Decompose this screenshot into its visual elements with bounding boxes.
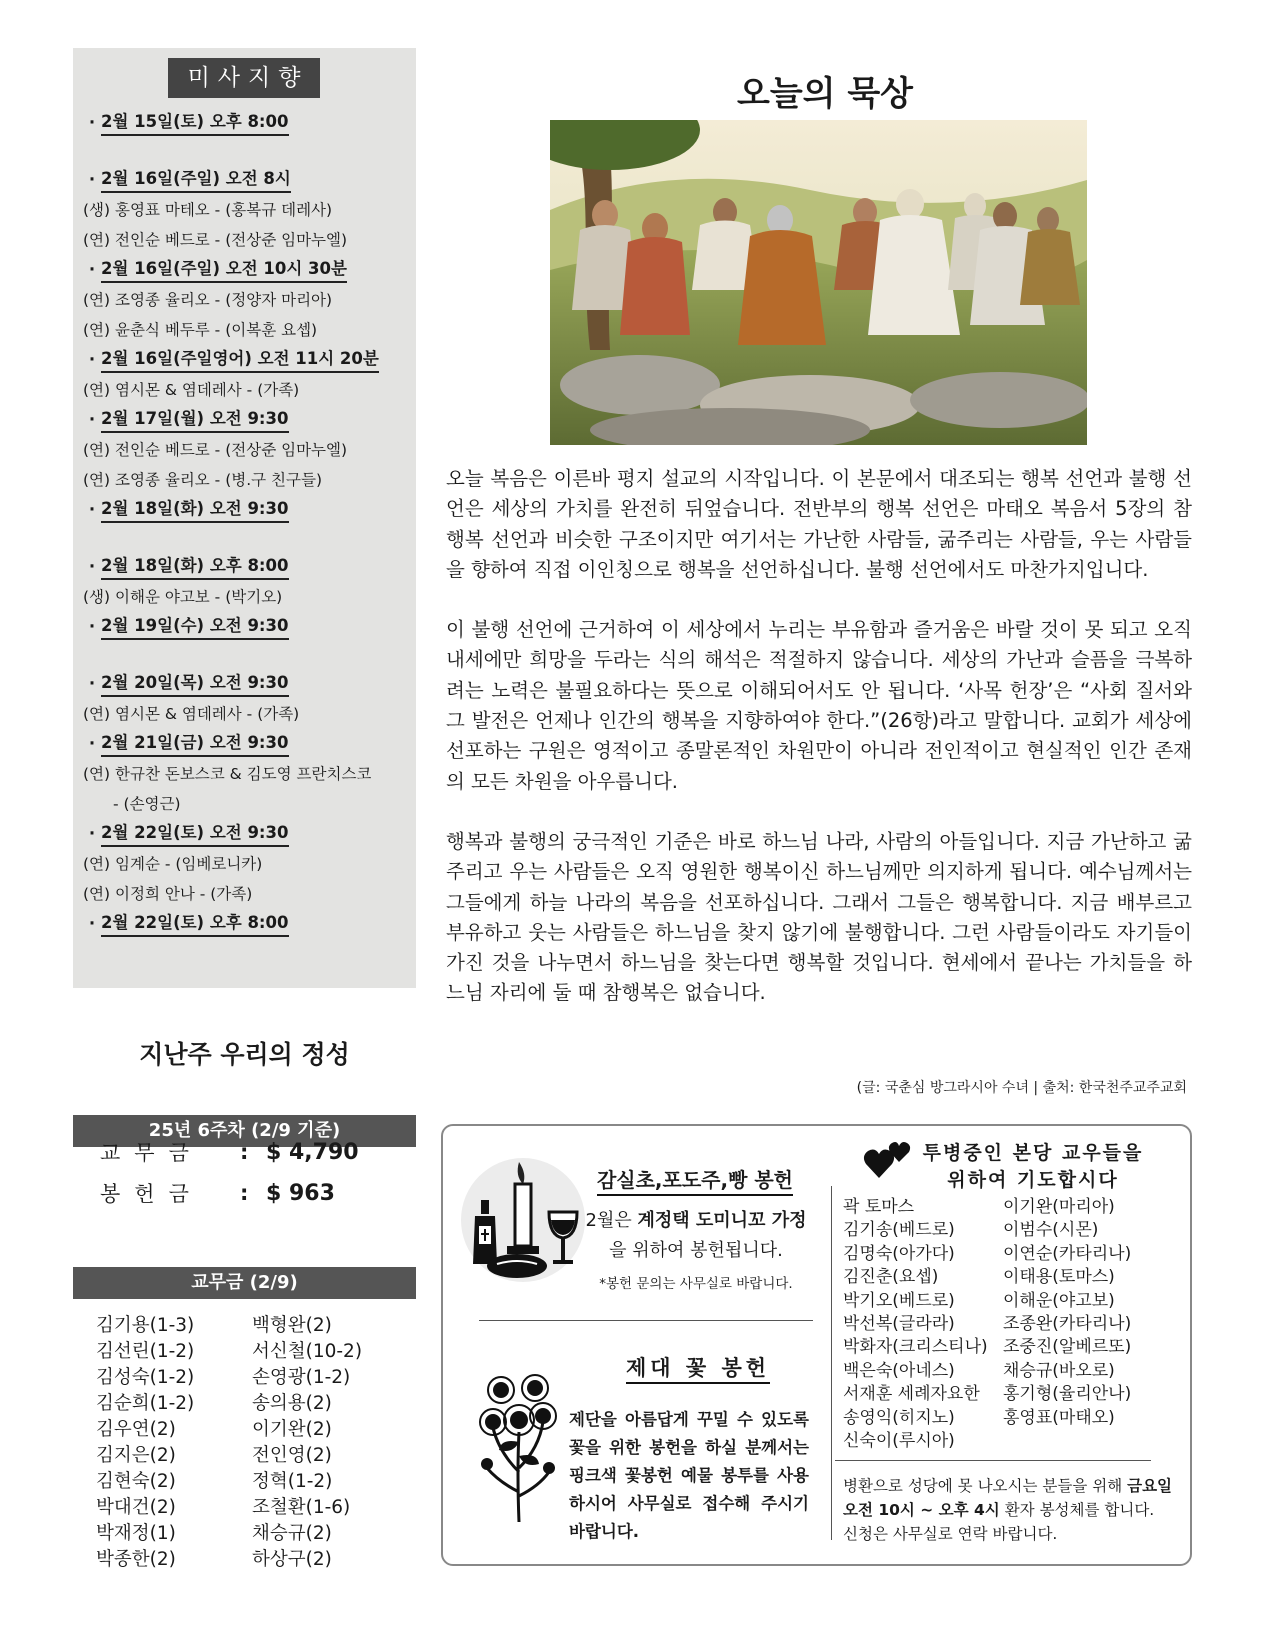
patient-name: 이기완(마리아) <box>1003 1197 1115 1217</box>
sermon-on-the-plain-illustration <box>550 120 1087 445</box>
sacrament-offering-text: 2월은 계정택 도미니꼬 가정을 위하여 봉헌됩니다. <box>585 1210 807 1261</box>
mass-date: · 2월 22일(토) 오후 8:00 <box>83 909 413 939</box>
bullet-icon: · <box>88 260 96 279</box>
mass-date: · 2월 17일(월) 오전 9:30 <box>83 405 413 435</box>
patient-name: 채승규(바오로) <box>1003 1360 1115 1381</box>
mass-intention: (생) 이해운 야고보 - (박기오) <box>83 588 283 606</box>
bullet-icon: · <box>88 617 96 636</box>
patient-name: 홍영표(마태오) <box>1003 1407 1115 1428</box>
donor-name: 백형완(2) <box>252 1315 332 1336</box>
donor-name: 김선린(1-2) <box>96 1341 195 1362</box>
meditation-title: 오늘의 묵상 <box>736 74 914 114</box>
donor-name: 하상구(2) <box>252 1549 332 1570</box>
bongheon-label: 봉헌금 <box>100 1182 203 1206</box>
donor-name: 김우연(2) <box>96 1419 176 1440</box>
mass-date: · 2월 19일(수) 오전 9:30 <box>83 612 413 642</box>
patient-name: 김명숙(아가다) <box>843 1243 955 1264</box>
patient-name: 송영익(히지노) <box>843 1407 955 1428</box>
kyomu-amount-row <box>100 1134 359 1170</box>
donor-name: 조철환(1-6) <box>252 1497 351 1518</box>
donor-name: 채승규(2) <box>252 1523 332 1544</box>
mass-intention: (연) 염시몬 & 염데레사 - (가족) <box>83 381 300 399</box>
announcements-box <box>441 1124 1192 1566</box>
mass-date: · 2월 18일(화) 오후 8:00 <box>83 552 413 582</box>
mass-intention: (연) 조영종 율리오 - (정양자 마리아) <box>83 291 333 309</box>
patient-name: 박선복(글라라) <box>843 1313 955 1334</box>
altar-flower-text: 제단을 아름답게 꾸밀 수 있도록 꽃을 위한 봉헌을 하실 분께서는 핑크색 꽃봉헌 예물 봉투를 사용하시어 사무실로 접수해 주시기 바랍니다. <box>569 1410 809 1541</box>
mass-intention: (연) 염시몬 & 염데레사 - (가족) <box>83 705 300 723</box>
donor-list <box>96 1311 416 1571</box>
donor-name: 김지은(2) <box>96 1445 176 1466</box>
sacrament-family-name: 계정택 도미니꼬 가정 <box>637 1210 807 1231</box>
bullet-icon: · <box>88 914 96 933</box>
prayer-request-title: 투병중인 본당 교우들을 위하여 기도합시다 <box>922 1142 1144 1191</box>
altar-flower-title: 제대 꽃 봉헌 <box>613 1352 783 1382</box>
bullet-icon: · <box>88 557 96 576</box>
bongheon-value: $ 963 <box>266 1180 335 1206</box>
mass-intention: (연) 윤춘식 베두루 - (이복훈 요셉) <box>83 321 318 339</box>
bullet-icon: · <box>88 500 96 519</box>
colon: : <box>240 1140 249 1164</box>
mass-date: · 2월 22일(토) 오전 9:30 <box>83 819 413 849</box>
mass-intentions-panel <box>73 48 416 988</box>
mass-date: · 2월 20일(목) 오전 9:30 <box>83 669 413 699</box>
meditation-paragraph: 오늘 복음은 이른바 평지 설교의 시작입니다. 이 본문에서 대조되는 행복 선언과 불행 선언은 세상의 가치를 완전히 뒤엎습니다. 전반부의 행복 선언은 마태오 복음서 5장의 참행복 선언과 비슷한 구조이지만 여기서는 가난한 사람들, 굶주리는 사람들, 우는 사람들을 향하여 직접 이인칭으로 행복을 선언하십니다. 불행 선언에서도 마찬가지입니다. <box>446 467 1192 581</box>
mass-date: · 2월 18일(화) 오전 9:30 <box>83 495 413 525</box>
mass-intention: (연) 한규찬 돈보스코 & 김도영 프란치스코 <box>83 765 372 783</box>
bongheon-amount-row <box>100 1175 335 1211</box>
flower-icon <box>479 1372 557 1524</box>
donor-name: 송의용(2) <box>252 1393 332 1414</box>
mass-intention: (연) 전인순 베드로 - (전상준 임마누엘) <box>83 231 348 249</box>
sacrament-offering-title: 감실초,포도주,빵 봉헌 <box>595 1164 795 1193</box>
mass-date: · 2월 16일(주일) 오전 10시 30분 <box>83 255 413 285</box>
donor-name: 정혁(1-2) <box>252 1471 333 1492</box>
patient-name: 김진춘(요셉) <box>843 1267 939 1288</box>
mass-intentions-list <box>83 108 413 939</box>
patient-name: 김기송(베드로) <box>843 1220 955 1241</box>
donor-name: 전인영(2) <box>252 1445 332 1466</box>
bullet-icon: · <box>88 824 96 843</box>
divider <box>479 1320 813 1321</box>
meditation-paragraph: 행복과 불행의 궁극적인 기준은 바로 하느님 나라, 사람의 아들입니다. 지금 가난하고 굶주리고 우는 사람들은 오직 영원한 행복이신 하느님께만 의지하게 됩니다. 예수님께서는 그들에게 하늘 나라의 복음을 선포하십니다. 그래서 그들은 행복합니다. 지금 배부르고 부유하고 웃는 사람들은 하느님을 찾지 않기에 불행합니다. 그런 사람들이라도 자기들이 가진 것을 나누면서 하느님을 찾는다면 행복할 것입니다. 현세에서 끝나는 가치들을 하느님 자리에 둘 때 참행복은 없습니다. <box>446 829 1192 1005</box>
patient-name: 곽 토마스 <box>843 1197 915 1217</box>
mass-intention: (생) 홍영표 마테오 - (홍복규 데레사) <box>83 201 333 219</box>
mass-date: · 2월 15일(토) 오후 8:00 <box>83 108 413 138</box>
sick-communion-time: 금요일 오전 10시 ~ 오후 4시 <box>843 1477 1173 1519</box>
colon: : <box>240 1181 249 1205</box>
donor-name: 김순희(1-2) <box>96 1393 195 1414</box>
sacrament-offering-note: *봉헌 문의는 사무실로 바랍니다. <box>599 1276 793 1292</box>
patient-name: 신숙이(루시아) <box>843 1430 955 1451</box>
meditation-body <box>446 464 1192 1039</box>
donor-name: 김기용(1-3) <box>96 1315 195 1336</box>
donor-name: 박대건(2) <box>96 1497 176 1518</box>
meditation-paragraph: 이 불행 선언에 근거하여 이 세상에서 누리는 부유함과 즐거움은 바랄 것이 못 되고 오직 내세에만 희망을 두라는 식의 해석은 적절하지 않습니다. 세상의 가난과 슬픔을 극복하려는 노력은 불필요하다는 뜻으로 이해되어서도 안 됩니다. ‘사목 헌장’은 “사회 질서와 그 발전은 언제나 인간의 행복을 지향하여야 한다.”(26항)라고 말합니다. 교회가 세상에 선포하는 구원은 영적이고 종말론적인 차원만이 아니라 전인적이고 현실적인 인간 존재의 모든 차원을 아우릅니다. <box>446 618 1192 793</box>
donor-name: 손영광(1-2) <box>252 1367 351 1388</box>
mass-intention: (연) 전인순 베드로 - (전상준 임마누엘) <box>83 441 348 459</box>
kyomu-value: $ 4,790 <box>266 1139 359 1165</box>
divider <box>831 1186 832 1540</box>
patient-name: 이연순(카타리나) <box>1003 1243 1132 1264</box>
donor-name: 이기완(2) <box>252 1419 332 1440</box>
patient-name <box>1003 1426 1183 1449</box>
meditation-source: (글: 국춘심 방그라시아 수녀 | 출처: 한국천주교주교회 <box>856 1080 1187 1096</box>
sick-communion-notice: 병환으로 성당에 못 나오시는 분들을 위해 금요일 오전 10시 ~ 오후 4시 환자 봉성체를 합니다. 신청은 사무실로 연락 바랍니다. <box>843 1477 1173 1543</box>
bullet-icon: · <box>88 410 96 429</box>
mass-date: · 2월 16일(주일) 오전 8시 <box>83 165 413 195</box>
bullet-icon: · <box>88 113 96 132</box>
kyomu-label: 교무금 <box>100 1141 203 1165</box>
kyomu-list-title: 교무금 (2/9) <box>73 1267 416 1299</box>
candle-wine-bread-icon <box>457 1154 589 1286</box>
patient-name: 박화자(크리스티나) <box>843 1337 988 1358</box>
bullet-icon: · <box>88 734 96 753</box>
offering-heading: 지난주 우리의 정성 <box>139 1040 350 1069</box>
patient-name: 백은숙(아네스) <box>843 1360 955 1381</box>
patient-name: 조종완(카타리나) <box>1003 1313 1132 1334</box>
patient-name: 홍기형(율리안나) <box>1003 1384 1132 1405</box>
mass-date: · 2월 21일(금) 오전 9:30 <box>83 729 413 759</box>
bullet-icon: · <box>88 674 96 693</box>
donor-name: 김현숙(2) <box>96 1471 176 1492</box>
mass-intention: (연) 임계순 - (임베로니카) <box>83 855 263 873</box>
patient-name: 이범수(시몬) <box>1003 1220 1099 1241</box>
mass-intentions-title: 미사지향 <box>168 58 320 98</box>
donor-name: 박종한(2) <box>96 1549 176 1570</box>
donor-name: 서신철(10-2) <box>252 1341 363 1362</box>
offering-week-bar: 25년 6주차 (2/9 기준) <box>73 1115 416 1147</box>
mass-intention: (연) 이정희 안나 - (가족) <box>83 885 253 903</box>
patient-name: 조중진(알베르또) <box>1003 1337 1132 1358</box>
mass-intention: (연) 조영종 율리오 - (병.구 친구들) <box>83 471 323 489</box>
mass-intention: - (손영근) <box>113 795 181 813</box>
patient-list <box>843 1192 1183 1449</box>
bullet-icon: · <box>88 170 96 189</box>
patient-name: 이해운(야고보) <box>1003 1290 1115 1311</box>
patient-name: 박기오(베드로) <box>843 1290 955 1311</box>
mass-date: · 2월 16일(주일영어) 오전 11시 20분 <box>83 345 413 375</box>
patient-name: 서재훈 세례자요한 <box>843 1384 980 1405</box>
hearts-icon <box>863 1136 913 1180</box>
donor-name: 박재정(1) <box>96 1523 176 1544</box>
patient-name: 이태용(토마스) <box>1003 1267 1115 1288</box>
divider <box>835 1460 1151 1461</box>
donor-name: 김성숙(1-2) <box>96 1367 195 1388</box>
bullet-icon: · <box>88 350 96 369</box>
